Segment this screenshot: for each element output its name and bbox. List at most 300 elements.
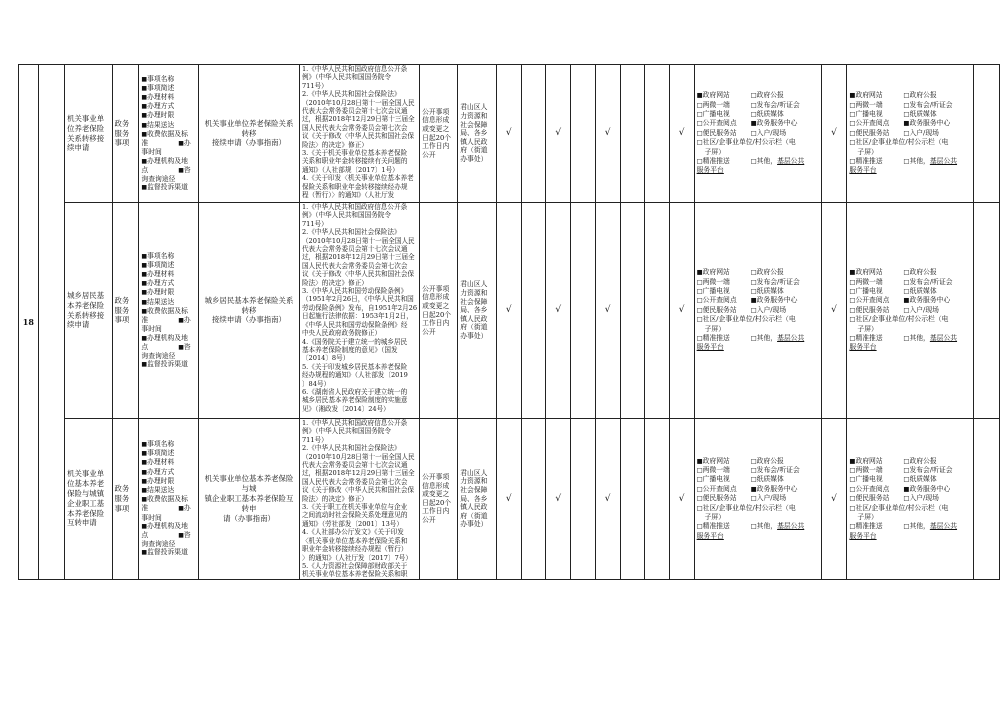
channel-label: 政务服务中心 [756, 296, 798, 305]
empty-box-icon: □ [696, 138, 703, 147]
disclose-time-line: 或变更之 [422, 124, 450, 133]
empty-box-icon: □ [750, 334, 757, 343]
disclose-time-line: 公开事项 [422, 107, 450, 116]
channel-row [849, 325, 971, 334]
channel-row [849, 343, 971, 352]
service-type-line: 事项 [114, 503, 130, 513]
item-text: 收费依据及标 [147, 306, 188, 315]
list-item [141, 504, 196, 513]
item-name-line: 位基本养老 [67, 479, 105, 489]
legal-basis-line: （1951年2月26日，《中华人民共和国 [301, 295, 414, 304]
channel-label: 社区/企事业单位/村公示栏（电 [702, 503, 796, 512]
channel-label: 广播电视 [855, 475, 883, 484]
bullet-icon: ■ [178, 140, 184, 148]
empty-box-icon: □ [696, 100, 703, 109]
legal-basis-line: 险法〉的决定》修正） [301, 140, 368, 149]
legal-basis-line: （2010年10月28日第十一届全国人民 [301, 236, 415, 245]
legal-basis-line: 劳动保险条例》发布，自1951年2月26 [301, 303, 418, 312]
channel-row [697, 296, 819, 305]
disclose-subject-line: 君山区人 [460, 280, 488, 289]
channel-label: 精准推送 [855, 334, 883, 343]
channel-option [697, 287, 751, 296]
channel-option [903, 457, 936, 466]
legal-basis-line: 例》（中华人民共和国国务院令 [301, 73, 391, 82]
legal-basis-line: 代表大会常务委员会第十七次会议通 [301, 461, 408, 470]
channel-option [849, 475, 903, 484]
bullet-icon: ■ [141, 496, 148, 504]
content-items-cell [139, 419, 199, 580]
bullet-icon: ■ [141, 103, 148, 111]
item-text: 事项名称 [147, 74, 175, 83]
item-text: 结果送达 [147, 486, 175, 495]
checked-box-icon: ■ [696, 268, 703, 277]
bullet-icon: ■ [141, 271, 148, 279]
disclose-time-line: 工作日内 [422, 507, 450, 516]
empty-box-icon: □ [849, 503, 856, 512]
channel-row [849, 334, 971, 343]
disclose-time-line: 公开 [422, 150, 436, 159]
channel-label: 两微一端 [702, 465, 730, 474]
channel-label: 其他， [756, 157, 778, 166]
publish-channels [849, 457, 971, 542]
blank-cell [974, 203, 1000, 419]
bullet-icon: ■ [178, 343, 184, 351]
channel-option [751, 306, 787, 315]
item-text: 办 [183, 504, 191, 513]
table-row [19, 419, 1000, 580]
legal-basis-line: 例》（中华人民共和国国务院令 [301, 427, 391, 436]
channel-label: 公开查阅点 [855, 119, 890, 128]
check-cell [620, 65, 645, 203]
item-text: 办理时限 [147, 288, 175, 297]
item-text: 咨 [183, 531, 191, 540]
publish-channels [697, 268, 819, 353]
channel-cell [847, 419, 974, 580]
disclose-subject-line: 力资源和 [460, 112, 488, 121]
list-item [141, 139, 196, 148]
bullet-icon: ■ [178, 505, 184, 513]
legal-basis-line: 3.《中华人民共和国劳动保险条例》 [301, 287, 408, 296]
check-cell: √ [546, 203, 571, 419]
check-cell: √ [546, 419, 571, 580]
empty-box-icon: □ [903, 157, 910, 166]
channel-option [903, 268, 936, 277]
channel-label: 发布会/听证会 [909, 277, 953, 286]
item-text: 办 [183, 316, 191, 325]
disclose-subject-line: 办事处） [460, 520, 488, 529]
check-cell: √ [669, 203, 694, 419]
item-text: 收费依据及标 [147, 495, 188, 504]
channel-option [849, 334, 903, 343]
list-item [141, 130, 196, 139]
channel-option [903, 485, 950, 494]
publish-channels [849, 268, 971, 353]
empty-box-icon: □ [750, 522, 757, 531]
item-name-line: 位养老保险 [67, 123, 105, 133]
service-type-line: 事项 [114, 315, 130, 325]
list-item [141, 166, 196, 175]
channel-option [751, 110, 784, 119]
channel-row [697, 334, 819, 343]
disclose-subject-line: 力资源和 [460, 477, 488, 486]
channel-label: 政府公报 [756, 456, 784, 465]
channel-label: 便民服务站 [702, 494, 737, 503]
channel-option [903, 287, 936, 296]
item-text: 点 [141, 165, 149, 174]
item-text: 事项简述 [147, 260, 175, 269]
disclose-subject-cell [458, 419, 497, 580]
legal-basis-line: 〈机关事业单位基本养老保险关系和 [301, 536, 408, 545]
channel-label: 纸质媒体 [909, 109, 937, 118]
legal-basis-line: 通知》（人社部规〔2017〕1号） [301, 165, 399, 174]
channel-label: 服务平台 [696, 166, 724, 175]
empty-box-icon: □ [903, 128, 910, 137]
disclose-subject-cell [458, 65, 497, 203]
channel-label: 入户/现场 [756, 305, 787, 314]
checked-box-icon: ■ [750, 296, 757, 305]
list-item [141, 84, 196, 93]
bullet-icon: ■ [141, 75, 148, 83]
channel-label: 广播电视 [702, 109, 730, 118]
empty-box-icon: □ [849, 522, 856, 531]
check-cell [521, 203, 546, 419]
disclose-time-line: 信息形成 [422, 116, 450, 125]
channel-row [697, 157, 819, 166]
check-cell: √ [669, 65, 694, 203]
channel-row [697, 485, 819, 494]
check-cell: √ [821, 65, 847, 203]
disclose-subject-line: 君山区人 [460, 103, 488, 112]
legal-basis-line: （2010年10月28日第十一届全国人民 [301, 98, 415, 107]
channel-label: 公开查阅点 [702, 484, 737, 493]
service-type-line: 政务服务 [114, 484, 130, 503]
empty-box-icon: □ [696, 503, 703, 512]
channel-option [849, 287, 903, 296]
empty-box-icon: □ [849, 315, 856, 324]
checked-box-icon: ■ [903, 484, 910, 493]
channel-row [849, 494, 971, 503]
item-text: 准 [141, 504, 149, 513]
publish-channels [697, 457, 819, 542]
channel-label: 入户/现场 [756, 128, 787, 137]
legal-basis-line: 通知》（劳社部发〔2001〕13号） [301, 519, 403, 528]
bullet-icon: ■ [141, 459, 148, 467]
channel-label: 政府公报 [756, 268, 784, 277]
guide-title-line: 机关事业单位基本养老保险与城 [204, 474, 294, 494]
legal-basis-line: 《中华人民共和国劳动保险条例》经 [301, 320, 408, 329]
legal-basis-line: 中央人民政府政务院修正） [301, 329, 382, 338]
disclose-subject-line: 君山区人 [460, 468, 488, 477]
check-cell: √ [595, 419, 620, 580]
empty-box-icon: □ [696, 119, 703, 128]
guide-title-line: 城乡居民基本养老保险关系转移 [204, 295, 294, 315]
channel-option [697, 296, 751, 305]
channel-label: 便民服务站 [855, 128, 890, 137]
legal-basis-line: 2.《中华人民共和国社会保险法》 [301, 444, 401, 453]
empty-box-icon: □ [849, 138, 856, 147]
channel-label: 发布会/听证会 [909, 100, 953, 109]
empty-box-icon: □ [903, 456, 910, 465]
channel-label: 基层公共 [777, 334, 805, 343]
channel-row [849, 306, 971, 315]
bullet-icon: ■ [141, 307, 148, 315]
item-name-line: 关系转移接 [67, 133, 105, 143]
publish-channels [849, 91, 971, 176]
list-item [141, 316, 196, 325]
list-item [141, 458, 196, 467]
legal-basis-line: 2.《中华人民共和国社会保险法》 [301, 90, 401, 99]
channel-label: 发布会/听证会 [756, 465, 800, 474]
item-text [178, 139, 190, 147]
channel-option [697, 522, 751, 531]
channel-label: 便民服务站 [855, 305, 890, 314]
channel-row [849, 475, 971, 484]
disclose-time-line: 日起20个 [422, 133, 452, 142]
channel-cell [694, 203, 821, 419]
empty-box-icon: □ [696, 305, 703, 314]
list-item [141, 288, 196, 297]
disclose-subject-line: 府（街道 [460, 511, 488, 520]
disclose-subject-line: 镇人民政 [460, 503, 488, 512]
channel-option [903, 466, 952, 475]
channel-option [903, 119, 950, 128]
empty-box-icon: □ [696, 465, 703, 474]
channel-label: 政府公报 [909, 91, 937, 100]
channel-option [903, 110, 936, 119]
channel-label: 纸质媒体 [756, 109, 784, 118]
disclose-subject-cell [458, 203, 497, 419]
channel-option [697, 157, 751, 166]
channel-label: 基层公共 [929, 522, 958, 531]
legal-basis-line: 〉的通知》（人社厅发〔2017〕7号） [301, 553, 412, 562]
channel-label: 发布会/听证会 [756, 100, 800, 109]
channel-label: 公开查阅点 [855, 484, 890, 493]
channel-row [697, 343, 819, 352]
channel-option [903, 475, 936, 484]
empty-box-icon: □ [903, 305, 910, 314]
channel-label: 政府网站 [702, 91, 730, 100]
channel-label: 精准推送 [855, 157, 883, 166]
list-item [141, 334, 196, 343]
channel-row [697, 325, 819, 334]
channel-cell [694, 419, 821, 580]
empty-box-icon: □ [696, 157, 703, 166]
empty-box-icon: □ [750, 286, 757, 295]
disclose-time-line: 工作日内 [422, 319, 450, 328]
empty-box-icon: □ [849, 286, 856, 295]
disclose-subject-line: 镇人民政 [460, 314, 488, 323]
empty-box-icon: □ [849, 100, 856, 109]
checked-box-icon: ■ [750, 484, 757, 493]
channel-label: 社区/企事业单位/村公示栏（电 [855, 138, 949, 147]
disclose-time-line: 公开事项 [422, 473, 450, 482]
check-cell [645, 65, 670, 203]
channel-option [697, 110, 751, 119]
bullet-icon: ■ [141, 289, 148, 297]
service-type-cell [112, 65, 139, 203]
channel-option [849, 457, 903, 466]
bullet-icon: ■ [141, 468, 148, 476]
list-item [141, 486, 196, 495]
blank-cell [974, 65, 1000, 203]
disclose-time-line: 日起20个 [422, 498, 452, 507]
channel-cell [847, 65, 974, 203]
item-text: 办理方式 [147, 279, 175, 288]
empty-box-icon: □ [903, 268, 910, 277]
disclose-subject-line: 社会保障 [460, 297, 488, 306]
legal-basis-line: 见》（湘政发〔2014〕24号） [301, 404, 390, 413]
list-item [141, 252, 196, 261]
channel-option [751, 101, 800, 110]
list-item [141, 261, 196, 270]
empty-box-icon: □ [750, 456, 757, 465]
channel-label: 纸质媒体 [909, 286, 937, 295]
empty-box-icon: □ [696, 277, 703, 286]
disclose-time-line: 公开 [422, 327, 436, 336]
list-item [141, 343, 196, 352]
list-item [141, 307, 196, 316]
channel-label: 服务平台 [849, 343, 877, 352]
item-name-line: 城乡居民基 [67, 290, 105, 300]
channel-row [697, 91, 819, 100]
item-name-line: 机关事业单 [67, 469, 105, 479]
legal-basis-line: 基本养老保险制度的意见》（国发 [301, 345, 398, 354]
empty-box-icon: □ [750, 465, 757, 474]
items-list [141, 440, 196, 558]
channel-label: 精准推送 [702, 522, 730, 531]
item-text: 咨 [183, 165, 191, 174]
item-text: 事项简述 [147, 83, 175, 92]
channel-option [903, 306, 939, 315]
channel-option [903, 296, 950, 305]
service-type-line: 事项 [114, 138, 130, 148]
channel-label: 政府公报 [756, 91, 784, 100]
check-cell [645, 203, 670, 419]
bullet-icon: ■ [178, 532, 184, 540]
list-item [141, 514, 196, 522]
check-cell [620, 419, 645, 580]
channel-option [697, 334, 751, 343]
channel-option [849, 494, 903, 503]
group-index-cell: 18 [19, 65, 39, 580]
item-name-line: 互转申请 [67, 518, 97, 528]
item-text: 事时间 [141, 513, 162, 522]
channel-option [903, 494, 939, 503]
channel-label: 社区/企事业单位/村公示栏（电 [855, 315, 949, 324]
legal-basis-line: 国人民代表大会常务委员会第七次会 [301, 477, 408, 486]
channel-label: 政府网站 [855, 268, 883, 277]
channel-label: 政府网站 [702, 456, 730, 465]
empty-box-icon: □ [696, 522, 703, 531]
channel-row [849, 268, 971, 277]
item-text: 办理机构及地 [147, 156, 188, 165]
disclose-subject-line: 局、各乡 [460, 494, 488, 503]
channel-option [751, 278, 800, 287]
empty-box-icon: □ [849, 277, 856, 286]
legal-basis-line: （2010年10月28日第十一届全国人民 [301, 452, 415, 461]
list-item [141, 325, 196, 333]
channel-row [697, 504, 819, 513]
channel-label: 入户/现场 [909, 128, 939, 137]
check-cell: √ [821, 419, 847, 580]
channel-option [697, 475, 751, 484]
empty-box-icon: □ [903, 494, 910, 503]
channel-option [849, 522, 903, 531]
legal-basis-line: 城乡居民基本养老保险制度的实施意 [301, 396, 408, 405]
item-text: 事项名称 [147, 251, 175, 260]
service-type-line: 政务服务 [114, 295, 130, 315]
channel-label: 便民服务站 [855, 494, 890, 503]
item-name-line: 续申请 [67, 320, 90, 330]
channel-label: 基层公共 [777, 522, 805, 531]
channel-option [697, 306, 751, 315]
channel-option [751, 91, 784, 100]
empty-box-icon: □ [696, 109, 703, 118]
channel-label: 精准推送 [702, 157, 730, 166]
list-item [141, 93, 196, 102]
empty-box-icon: □ [696, 128, 703, 137]
legal-basis-line: 1.《中华人民共和国政府信息公开条 [301, 419, 408, 427]
channel-label: 子屏） [704, 512, 726, 521]
channel-option [903, 101, 952, 110]
channel-row [849, 148, 971, 157]
channel-row [697, 494, 819, 503]
check-cell: √ [669, 419, 694, 580]
disclose-subject-line: 社会保障 [460, 485, 488, 494]
item-text: 办理方式 [147, 102, 175, 111]
legal-basis-line: 险法〉的决定》修正） [301, 494, 368, 503]
channel-option [849, 306, 903, 315]
channel-label: 子屏） [704, 324, 726, 333]
channel-label: 纸质媒体 [756, 286, 784, 295]
channel-label: 其他， [909, 157, 930, 166]
channel-label: 政府公报 [909, 456, 937, 465]
checked-box-icon: ■ [849, 268, 856, 277]
disclose-time-line: 工作日内 [422, 142, 450, 151]
channel-row [697, 306, 819, 315]
item-text: 结果送达 [147, 297, 175, 306]
empty-box-icon: □ [903, 475, 910, 484]
channel-option [697, 457, 751, 466]
empty-box-icon: □ [849, 465, 856, 474]
channel-row [849, 287, 971, 296]
checked-box-icon: ■ [696, 456, 703, 465]
check-cell [620, 203, 645, 419]
channel-option [751, 466, 800, 475]
empty-box-icon: □ [750, 91, 757, 100]
channel-option [751, 522, 805, 531]
channel-row [849, 157, 971, 166]
empty-box-icon: □ [849, 109, 856, 118]
empty-box-icon: □ [903, 465, 910, 474]
legal-basis-line: 1.《中华人民共和国政府信息公开条 [301, 65, 408, 73]
channel-label: 服务平台 [849, 531, 877, 540]
channel-option [751, 457, 784, 466]
check-cell: √ [496, 419, 521, 580]
list-item [141, 477, 196, 486]
channel-label: 公开查阅点 [702, 119, 737, 128]
disclose-time-line: 信息形成 [422, 481, 450, 490]
channel-option [849, 278, 903, 287]
channel-row [849, 110, 971, 119]
legal-basis-line: 711号） [301, 81, 328, 90]
bullet-icon: ■ [178, 166, 184, 174]
empty-box-icon: □ [750, 475, 757, 484]
bullet-icon: ■ [141, 522, 148, 530]
list-item [141, 175, 196, 183]
legal-basis-line: 3.《关于机关事业单位基本养老保险 [301, 149, 408, 158]
bullet-icon: ■ [141, 252, 148, 260]
